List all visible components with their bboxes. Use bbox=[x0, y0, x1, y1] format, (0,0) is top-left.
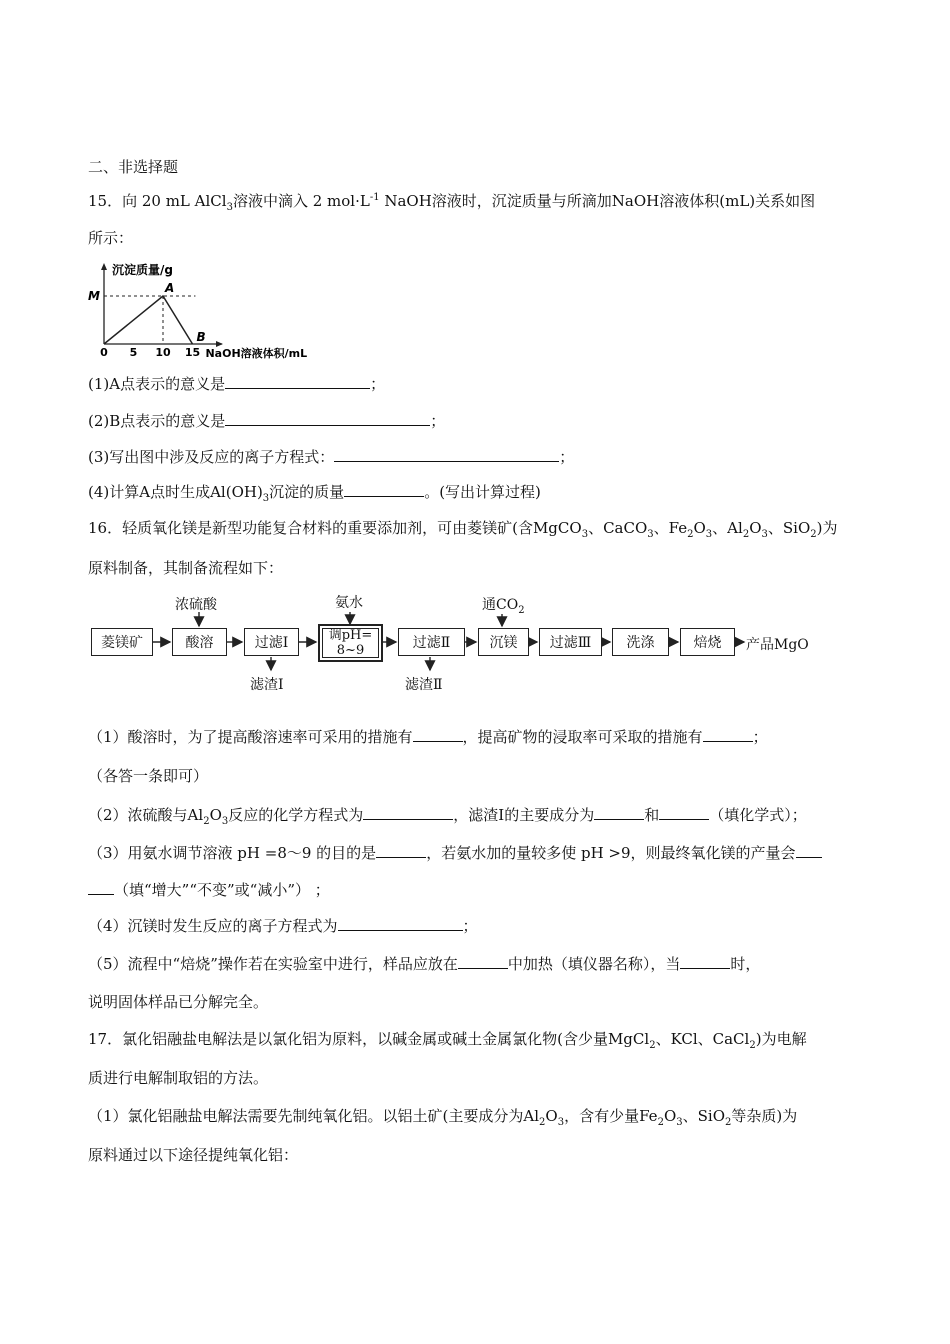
answer-blank[interactable] bbox=[413, 727, 463, 742]
flow-box-adjust-ph: 调pH= 8~9 bbox=[318, 624, 383, 662]
q17-stem-line2: 质进行电解制取铝的方法。 bbox=[88, 1069, 269, 1087]
q17-part1-line2: 原料通过以下途径提纯氧化铝： bbox=[88, 1146, 299, 1164]
flow-label-co2: 通$CO_2$ bbox=[482, 597, 525, 616]
q17-part1-line1: （1）氯化铝融盐电解法需要先制纯氧化铝。以铝土矿(主要成分为$Al_2O_3$，含有少量$Fe_2O_3$、SiO$_2$等杂质)为 bbox=[88, 1107, 798, 1128]
q16-part3: （3）用氨水调节溶液 pH =8～9 的目的是 ，若氨水加的量较多使 pH >9，则最终氧化镁的产量会 bbox=[88, 843, 822, 863]
flow-box-roast: 焙烧 bbox=[680, 628, 735, 656]
y-axis-label: 沉淀质量/g bbox=[112, 263, 173, 277]
answer-blank[interactable] bbox=[334, 447, 559, 462]
series-line bbox=[104, 296, 193, 344]
flow-box-precipitate-mg: 沉镁 bbox=[478, 628, 529, 656]
flow-box-filter-3: 过滤Ⅲ bbox=[539, 628, 602, 656]
answer-blank[interactable] bbox=[225, 374, 370, 389]
answer-blank[interactable] bbox=[659, 805, 709, 820]
flow-label-residue-1: 滤渣Ⅰ bbox=[250, 677, 284, 693]
answer-blank[interactable] bbox=[796, 843, 822, 858]
q16-part2: （2）浓硫酸与$Al_2O_3$反应的化学方程式为 ，滤渣Ⅰ的主要成分为 和 （填化学式）； bbox=[88, 806, 807, 827]
flow-label-residue-2: 滤渣Ⅱ bbox=[405, 677, 443, 693]
flow-box-filter-1: 过滤Ⅰ bbox=[244, 628, 299, 656]
q16-part5: （5）流程中“焙烧”操作若在实验室中进行，样品应放在 中加热（填仪器名称），当 时， bbox=[88, 955, 761, 973]
q16-part1-note: （各答一条即可） bbox=[88, 767, 209, 785]
x-axis-label: NaOH溶液体积/mL bbox=[205, 347, 308, 360]
flow-box-magnesite: 菱镁矿 bbox=[91, 628, 153, 656]
q16-part3-cont: （填“增大”“不变”或“减小”） ； bbox=[88, 880, 330, 900]
answer-blank[interactable] bbox=[88, 880, 114, 895]
answer-blank[interactable] bbox=[225, 411, 430, 426]
x-tick-label: 10 bbox=[155, 346, 171, 359]
q15-part1: (1)A点表示的意义是 ； bbox=[88, 375, 386, 393]
y-axis-arrow bbox=[101, 263, 107, 270]
q15-part2: (2)B点表示的意义是 ； bbox=[88, 412, 446, 430]
flowchart bbox=[0, 590, 950, 700]
q15-part4: (4)计算A点时生成$Al(OH)_3$沉淀的质量 。(写出计算过程) bbox=[88, 483, 541, 504]
q15-stem-line2: 所示： bbox=[88, 229, 134, 247]
q16-part1: （1）酸溶时，为了提高酸溶速率可采用的措施有 ，提高矿物的浸取率可采取的措施有 ； bbox=[88, 728, 768, 746]
flow-label-conc-h2so4: 浓硫酸 bbox=[175, 597, 217, 613]
q16-stem-line1: 16．轻质氧化镁是新型功能复合材料的重要添加剂，可由菱镁矿(含MgCO$_3$、CaCO$_3$、$Fe_2O_3$、$Al_2O_3$、SiO$_2$)为 bbox=[88, 519, 838, 540]
precipitate-chart bbox=[86, 260, 326, 365]
flow-label-ammonia: 氨水 bbox=[335, 595, 363, 611]
q16-part4: （4）沉镁时发生反应的离子方程式为 ； bbox=[88, 917, 478, 935]
y-tick-label: M bbox=[88, 289, 100, 303]
answer-blank[interactable] bbox=[703, 727, 753, 742]
answer-blank[interactable] bbox=[458, 954, 508, 969]
flow-box-acid-dissolve: 酸溶 bbox=[172, 628, 227, 656]
q16-part5-cont: 说明固体样品已分解完全。 bbox=[88, 993, 269, 1011]
x-tick-label: 15 bbox=[184, 346, 201, 359]
section-title: 二、非选择题 bbox=[88, 158, 179, 176]
answer-blank[interactable] bbox=[363, 805, 453, 820]
point-label-b: B bbox=[196, 330, 206, 344]
answer-blank[interactable] bbox=[594, 805, 644, 820]
flow-product: 产品MgO bbox=[746, 637, 809, 653]
flow-box-filter-2: 过滤Ⅱ bbox=[398, 628, 465, 656]
answer-blank[interactable] bbox=[344, 482, 424, 497]
q15-part3: (3)写出图中涉及反应的离子方程式： ； bbox=[88, 448, 575, 466]
point-label-a: A bbox=[165, 281, 175, 295]
flow-box-wash: 洗涤 bbox=[612, 628, 669, 656]
answer-blank[interactable] bbox=[680, 954, 730, 969]
q16-stem-line2: 原料制备，其制备流程如下： bbox=[88, 559, 284, 577]
x-tick-label: 5 bbox=[129, 346, 138, 359]
x-tick-label: 0 bbox=[100, 346, 108, 359]
answer-blank[interactable] bbox=[338, 916, 463, 931]
q17-stem-line1: 17．氯化铝融盐电解法是以氯化铝为原料，以碱金属或碱土金属氯化物(含少量MgCl$_2$、KCl、CaCl$_2$)为电解 bbox=[88, 1030, 807, 1051]
q15-stem-line1: 15．向 20 mL AlCl$_3$溶液中滴入 2 $mol\cdot L^{-1}$ NaOH溶液时，沉淀质量与所滴加NaOH溶液体积(mL)关系如图 bbox=[88, 192, 816, 213]
answer-blank[interactable] bbox=[376, 843, 426, 858]
